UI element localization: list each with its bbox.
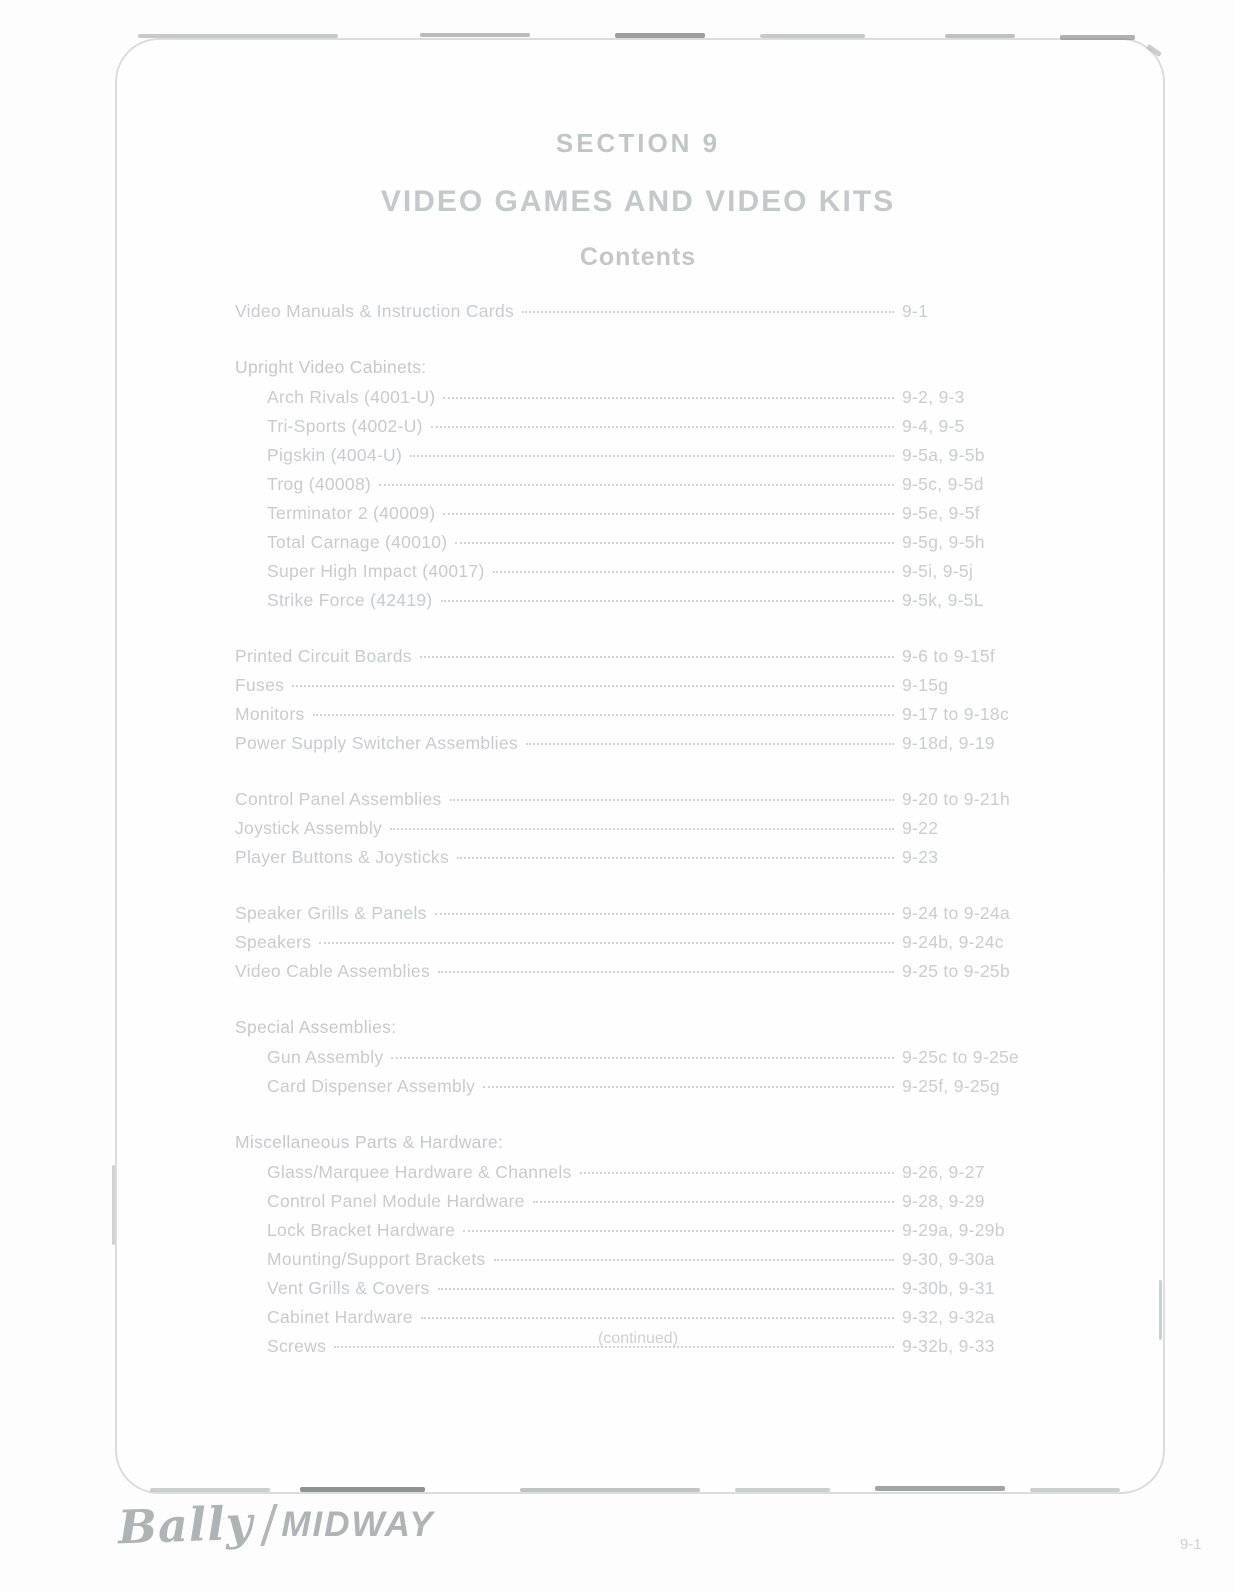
dot-leader [580,1172,894,1174]
toc-entry [235,416,1150,445]
scan-artifact [520,1488,700,1492]
toc-entry-pages: 9-15g [902,675,949,695]
logo-divider [261,1504,279,1546]
toc-entry-pages: 9-6 to 9-15f [902,646,996,666]
title-block [115,128,1161,272]
toc-entry-pages: 9-1 [902,301,929,321]
toc-entry-pages: 9-5k, 9-5L [902,590,984,610]
dot-leader [319,942,894,944]
dot-leader [526,743,894,745]
toc-entry-pages: 9-20 to 9-21h [902,789,1011,809]
scan-artifact [735,1488,830,1492]
toc-entry [235,1191,1150,1220]
toc-group [235,1017,1150,1105]
toc-entry-label: Card Dispenser Assembly [267,1076,476,1096]
dot-leader [443,397,894,399]
toc-entry-label: Super High Impact (40017) [267,561,485,581]
toc-entry-pages: 9-28, 9-29 [902,1191,985,1211]
dot-leader [431,426,894,428]
toc-group-heading [235,1017,1150,1047]
document-title: VIDEO GAMES AND VIDEO KITS [380,185,896,218]
toc-entry-label: Mounting/Support Brackets [267,1249,486,1269]
toc-entry [235,1162,1150,1191]
dot-leader [457,857,894,859]
toc-entry [235,590,1150,619]
scan-artifact [1163,870,1165,1340]
toc-entry-label: Pigskin (4004-U) [267,445,403,465]
toc-group [235,357,1150,619]
toc-entry [235,789,1150,818]
toc-entry [235,532,1150,561]
toc-entry [235,445,1150,474]
toc-entry-pages: 9-18d, 9-19 [902,733,995,753]
toc-entry [235,1220,1150,1249]
toc-entry-label: Cabinet Hardware [267,1307,413,1327]
scan-artifact [150,1488,270,1492]
toc-entry-pages: 9-32, 9-32a [902,1307,995,1327]
scan-artifact [1060,35,1135,40]
toc-entry-pages: 9-30, 9-30a [902,1249,995,1269]
dot-leader [313,714,894,716]
dot-leader [292,685,894,687]
toc-entry-label: Lock Bracket Hardware [267,1220,456,1240]
toc-entry [235,646,1150,675]
toc-entry [235,847,1150,876]
scan-artifact [1030,1488,1120,1492]
toc-entry-pages: 9-32b, 9-33 [902,1336,995,1356]
toc-entry-label: Glass/Marquee Hardware & Channels [267,1162,572,1182]
toc-entry-label: Video Manuals & Instruction Cards [235,301,515,321]
dot-leader [463,1230,894,1232]
toc-group-heading-text: Special Assemblies: [235,1017,397,1037]
toc-entry-label: Player Buttons & Joysticks [235,847,449,867]
toc-group [235,301,1150,330]
toc-entry-pages: 9-24 to 9-24a [902,903,1011,923]
toc-entry [235,733,1150,762]
toc-entry-pages: 9-25 to 9-25b [902,961,1011,981]
dot-leader [450,799,894,801]
toc-entry-label: Screws [267,1336,327,1356]
dot-leader [379,484,894,486]
toc-entry-pages: 9-25c to 9-25e [902,1047,1020,1067]
scan-artifact [138,34,338,38]
dot-leader [438,1288,894,1290]
scan-artifact [945,34,1015,38]
contents-heading: Contents [579,243,697,271]
toc-entry [235,1076,1150,1105]
toc-entry [235,301,1150,330]
toc-group [235,903,1150,990]
dot-leader [493,571,894,573]
bally-midway-logo [117,1495,435,1555]
toc-entry [235,387,1150,416]
toc-entry-label: Printed Circuit Boards [235,646,412,666]
toc-entry-label: Joystick Assembly [235,818,383,838]
dot-leader [522,311,894,313]
scan-artifact [112,1165,115,1245]
toc-entry [235,704,1150,733]
toc-group-heading-text: Miscellaneous Parts & Hardware: [235,1132,504,1152]
dot-leader [483,1086,894,1088]
toc-entry-pages: 9-26, 9-27 [902,1162,985,1182]
toc-group [235,646,1150,762]
toc-entry-label: Vent Grills & Covers [267,1278,430,1298]
dot-leader [390,828,894,830]
toc-entry [235,903,1150,932]
toc [235,301,1150,1365]
toc-entry [235,675,1150,704]
toc-entry-label: Speaker Grills & Panels [235,903,427,923]
toc-group [235,789,1150,876]
toc-entry [235,1278,1150,1307]
section-title: SECTION 9 [555,128,721,158]
dot-leader [455,542,894,544]
toc-entry-label: Control Panel Module Hardware [267,1191,525,1211]
dot-leader [420,656,894,658]
toc-entry-pages: 9-17 to 9-18c [902,704,1010,724]
toc-group-heading [235,357,1150,387]
toc-entry-label: Video Cable Assemblies [235,961,430,981]
toc-entry-label: Speakers [235,932,312,952]
toc-entry [235,474,1150,503]
dot-leader [410,455,894,457]
toc-entry-pages: 9-5e, 9-5f [902,503,980,523]
continued-note: (continued) [597,1330,679,1347]
toc-entry-label: Strike Force (42419) [267,590,433,610]
toc-entry-pages: 9-24b, 9-24c [902,932,1004,952]
toc-entry-pages: 9-23 [902,847,939,867]
dot-leader [435,913,894,915]
dot-leader [441,600,894,602]
dot-leader [533,1201,894,1203]
toc-entry-pages: 9-5c, 9-5d [902,474,984,494]
dot-leader [438,971,894,973]
toc-entry [235,503,1150,532]
toc-entry [235,1047,1150,1076]
midway-logo-text: MIDWAY [281,1505,435,1544]
bally-logo-script: Bally [117,1495,255,1555]
scan-artifact [420,33,530,37]
scan-artifact [875,1486,1005,1491]
toc-entry-pages: 9-25f, 9-25g [902,1076,1000,1096]
dot-leader [421,1317,894,1319]
toc-entry-label: Total Carnage (40010) [267,532,448,552]
toc-entry-pages: 9-22 [902,818,939,838]
toc-entry-label: Fuses [235,675,285,695]
toc-entry-pages: 9-5g, 9-5h [902,532,985,552]
toc-entry [235,932,1150,961]
toc-entry [235,561,1150,590]
toc-group-heading-text: Upright Video Cabinets: [235,357,427,377]
scan-artifact [300,1487,425,1492]
toc-entry-label: Trog (40008) [267,474,372,494]
toc-entry-label: Arch Rivals (4001-U) [267,387,436,407]
toc-entry-pages: 9-5i, 9-5j [902,561,974,581]
toc-entry-pages: 9-30b, 9-31 [902,1278,995,1298]
toc-entry-pages: 9-2, 9-3 [902,387,965,407]
toc-entry-label: Control Panel Assemblies [235,789,442,809]
toc-entry [235,961,1150,990]
toc-entry-pages: 9-5a, 9-5b [902,445,985,465]
toc-entry [235,818,1150,847]
scan-artifact [760,34,865,38]
page-number: 9-1 [1180,1536,1202,1553]
toc-entry-label: Power Supply Switcher Assemblies [235,733,518,753]
dot-leader [443,513,894,515]
toc-entry-label: Gun Assembly [267,1047,384,1067]
toc-entry-label: Terminator 2 (40009) [267,503,436,523]
scan-artifact [615,33,705,38]
toc-entry-pages: 9-4, 9-5 [902,416,965,436]
toc-entry-label: Monitors [235,704,305,724]
toc-group-heading [235,1132,1150,1162]
toc-entry-label: Tri-Sports (4002-U) [267,416,423,436]
toc-entry [235,1249,1150,1278]
toc-entry-pages: 9-29a, 9-29b [902,1220,1005,1240]
dot-leader [391,1057,894,1059]
dot-leader [494,1259,894,1261]
